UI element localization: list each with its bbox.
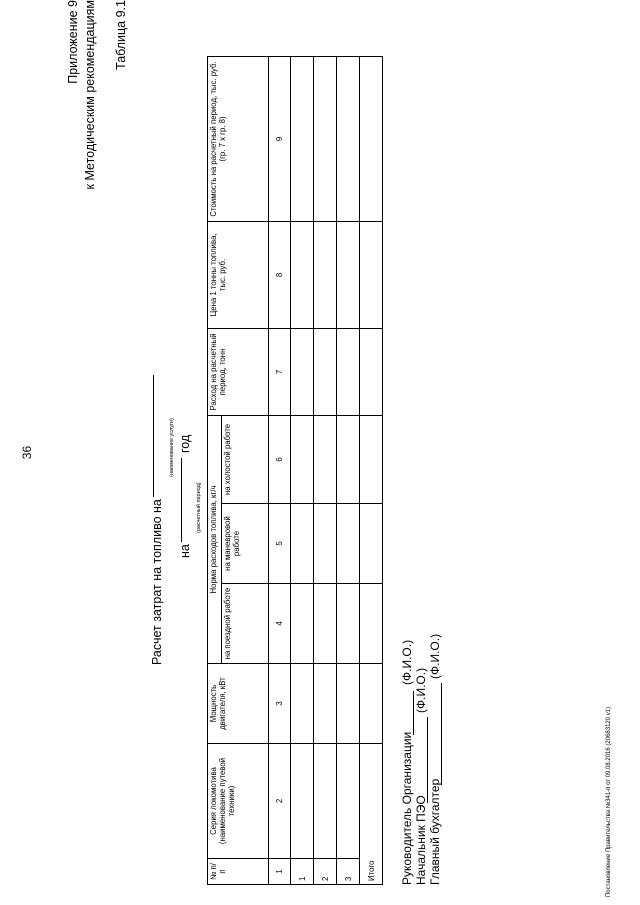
header-number: № п/п: [208, 859, 269, 885]
table-row: [337, 56, 360, 884]
table-cell: [291, 504, 314, 584]
header-fuel-norm-group: Норма расходов топлива, кг/ч: [208, 415, 222, 663]
table-cell: [360, 584, 383, 664]
document-title: Расчет затрат на топливо на: [150, 499, 164, 665]
fuel-cost-table: [207, 56, 383, 885]
signature-accountant-fio: (Ф.И.О.): [428, 633, 442, 679]
table-cell: [360, 415, 383, 503]
column-number: 2: [269, 744, 291, 859]
table-cell: [360, 56, 383, 221]
table-cell: [360, 328, 383, 415]
appendix-header: [65, 0, 99, 400]
footer-note: Постановление Правительства №341-п от 09.08.2016 (20683120 v1): [606, 706, 612, 897]
header-shunting-work: на маневровой работе: [222, 504, 269, 584]
header-price: Цена 1 тонны топлива, тыс. руб.: [208, 221, 269, 328]
table-cell: [291, 56, 314, 221]
table-cell: [314, 664, 337, 744]
row-number: 1: [291, 859, 314, 885]
table-cell: [337, 584, 360, 664]
table-cell: [360, 221, 383, 328]
service-name-blank: [153, 375, 154, 497]
appendix-line-1: Приложение 9: [66, 0, 80, 84]
table-cell: [314, 744, 337, 859]
table-cell: [291, 328, 314, 415]
table-row: [314, 56, 337, 884]
table-cell: [314, 415, 337, 503]
table-row: [291, 56, 314, 884]
table-cell: [314, 221, 337, 328]
header-engine-power: Мощность двигателя, кВт: [208, 664, 269, 744]
period-blank: [181, 458, 182, 542]
table-cell: [360, 504, 383, 584]
column-number: 8: [269, 221, 291, 328]
column-number: 5: [269, 504, 291, 584]
header-cost: Стоимость на расчетный период, тыс. руб. (гр. 7 х гр. 8): [208, 56, 269, 221]
table-cell: [337, 56, 360, 221]
table-cell: [337, 221, 360, 328]
column-number: 1: [269, 859, 291, 885]
table-cell: [360, 664, 383, 744]
row-number: 2: [314, 859, 337, 885]
signature-head-fio: (Ф.И.О.): [400, 639, 414, 685]
appendix-line-2: к Методическим рекомендациям: [83, 0, 97, 190]
page-number: 36: [20, 445, 34, 460]
header-idle-work: на холостой работе: [222, 415, 269, 503]
column-number: 4: [269, 584, 291, 664]
table-cell: [337, 415, 360, 503]
column-number: 7: [269, 328, 291, 415]
table-cell: [337, 744, 360, 859]
table-cell: [291, 584, 314, 664]
table-cell: [291, 744, 314, 859]
total-label: Итого: [360, 744, 383, 885]
header-train-work: на поездной работе: [222, 584, 269, 664]
table-cell: [314, 584, 337, 664]
signature-pto-label: Начальник ПЭО: [414, 795, 428, 885]
signature-accountant-line: [441, 683, 442, 785]
column-number: 9: [269, 56, 291, 221]
column-number: 3: [269, 664, 291, 744]
table-label: Таблица 9.1: [114, 0, 128, 70]
table-cell: [291, 664, 314, 744]
service-name-hint: (наименование услуги): [169, 418, 175, 477]
header-locomotive-series: Серия локомотива (наименование путевой техники): [208, 744, 269, 859]
column-number: 6: [269, 415, 291, 503]
table-cell: [337, 328, 360, 415]
table-cell: [314, 504, 337, 584]
table-cell: [314, 328, 337, 415]
table-cell: [291, 415, 314, 503]
table-cell: [337, 664, 360, 744]
header-consumption: Расход на расчетный период, тонн: [208, 328, 269, 415]
signature-head-label: Руководитель Организации: [400, 731, 414, 885]
row-number: 3: [337, 859, 360, 885]
column-number-row: [269, 56, 291, 884]
total-row: [360, 56, 383, 884]
signature-pto-fio: (Ф.И.О.): [414, 667, 428, 713]
table-cell: [291, 221, 314, 328]
period-hint: (расчетный период): [196, 482, 202, 533]
signature-accountant-label: Главный бухгалтер: [428, 778, 442, 885]
period-on-label: на: [178, 544, 192, 558]
year-label: год: [178, 434, 192, 453]
table-cell: [314, 56, 337, 221]
table-cell: [337, 504, 360, 584]
